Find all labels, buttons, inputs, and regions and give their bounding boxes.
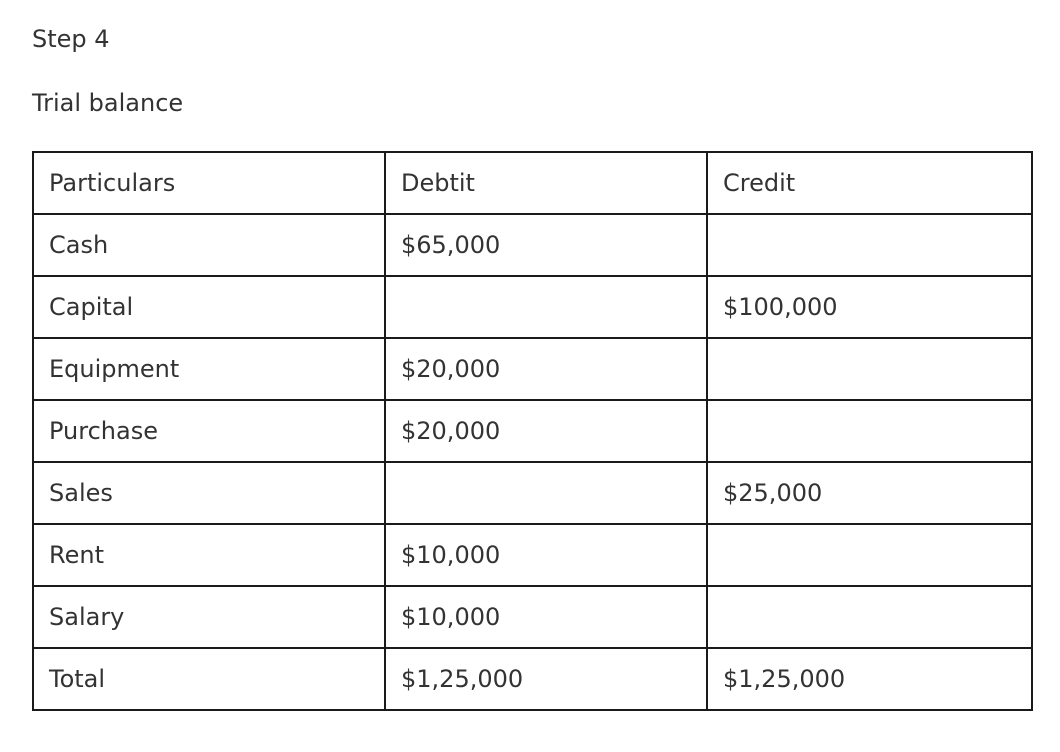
cell-credit — [707, 586, 1032, 648]
table-row — [33, 400, 1032, 462]
table-row — [33, 586, 1032, 648]
table-row — [33, 524, 1032, 586]
cell-particular: Equipment — [33, 338, 385, 400]
cell-particular: Total — [33, 648, 385, 710]
cell-credit: $1,25,000 — [707, 648, 1032, 710]
cell-particular: Sales — [33, 462, 385, 524]
cell-particular: Cash — [33, 214, 385, 276]
section-title: Trial balance — [32, 89, 184, 117]
trial-balance-table — [32, 151, 1033, 711]
cell-credit: $25,000 — [707, 462, 1032, 524]
step-label: Step 4 — [32, 25, 110, 53]
cell-particular: Rent — [33, 524, 385, 586]
cell-credit — [707, 214, 1032, 276]
cell-particular: Salary — [33, 586, 385, 648]
table-row — [33, 214, 1032, 276]
cell-credit — [707, 400, 1032, 462]
table-total-row — [33, 648, 1032, 710]
cell-debit: $20,000 — [385, 338, 707, 400]
table-header-row — [33, 152, 1032, 214]
cell-particular: Purchase — [33, 400, 385, 462]
table-row — [33, 338, 1032, 400]
cell-debit — [385, 276, 707, 338]
header-credit: Credit — [707, 152, 1032, 214]
header-particulars: Particulars — [33, 152, 385, 214]
table-row — [33, 276, 1032, 338]
cell-debit — [385, 462, 707, 524]
cell-particular: Capital — [33, 276, 385, 338]
cell-credit — [707, 338, 1032, 400]
cell-debit: $10,000 — [385, 524, 707, 586]
cell-debit: $10,000 — [385, 586, 707, 648]
cell-debit: $20,000 — [385, 400, 707, 462]
cell-debit: $65,000 — [385, 214, 707, 276]
header-debit: Debtit — [385, 152, 707, 214]
cell-credit: $100,000 — [707, 276, 1032, 338]
cell-credit — [707, 524, 1032, 586]
cell-debit: $1,25,000 — [385, 648, 707, 710]
table-row — [33, 462, 1032, 524]
